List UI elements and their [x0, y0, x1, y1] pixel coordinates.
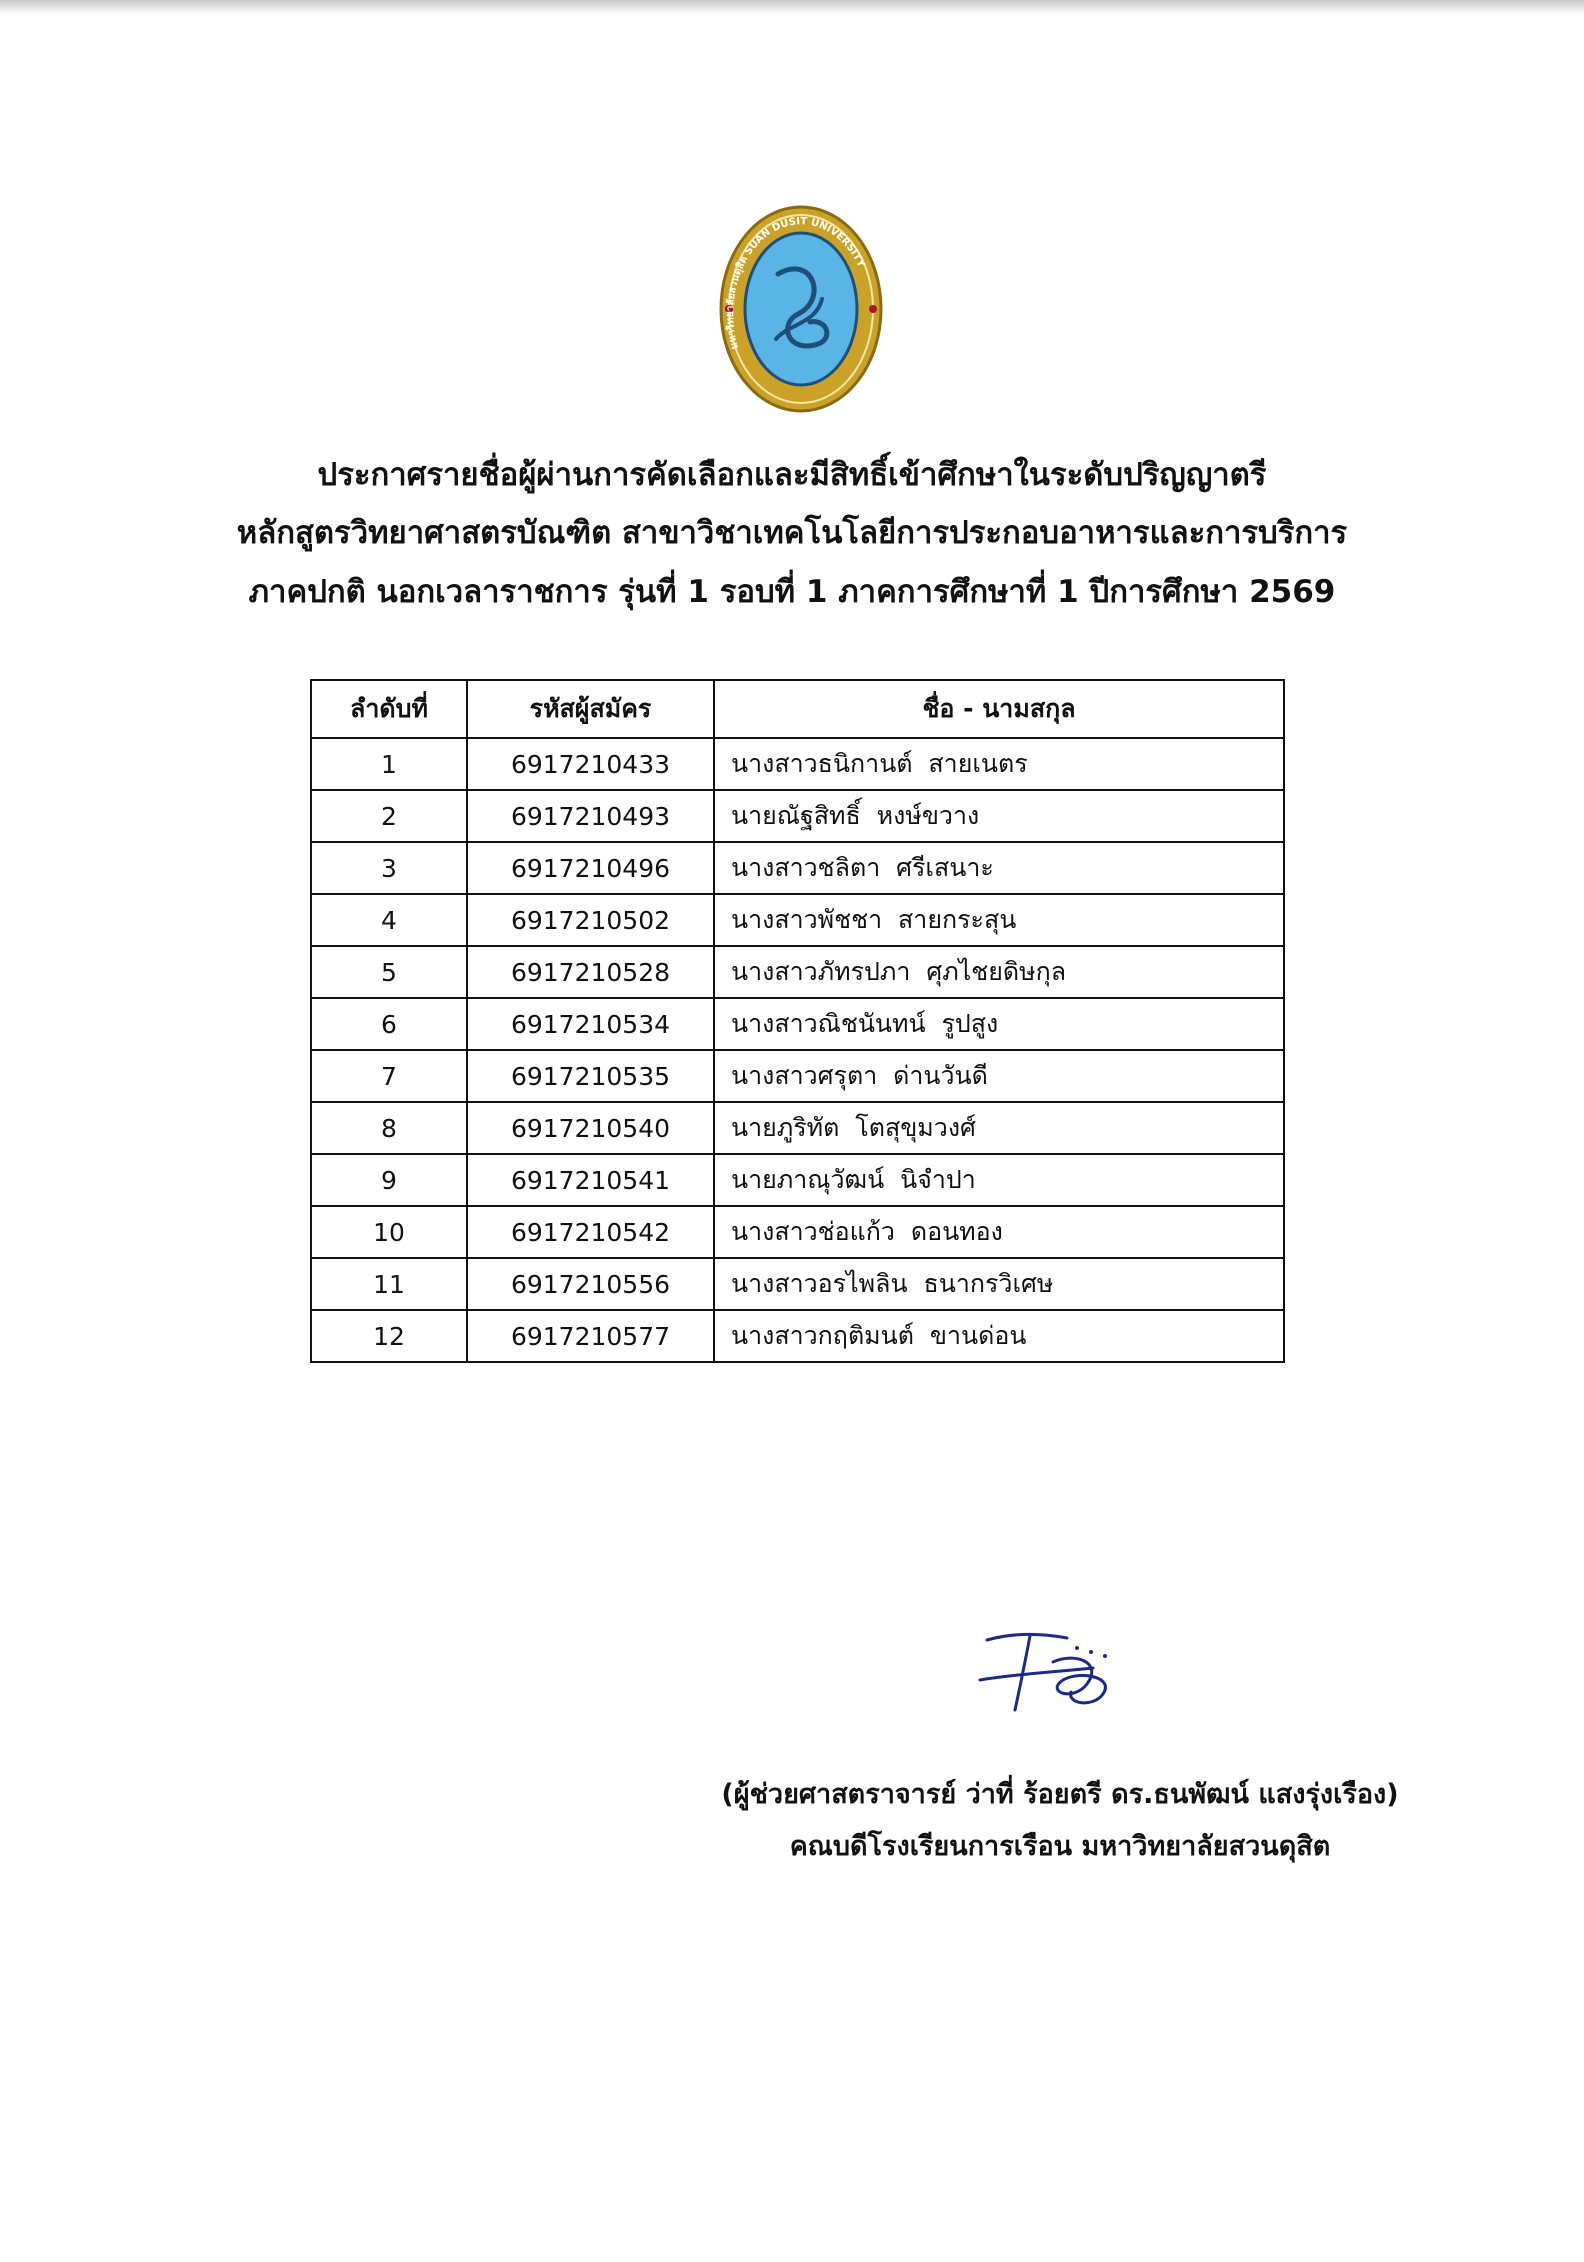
cell-full-name: นายณัฐสิทธิ์ หงษ์ขวาง	[714, 790, 1284, 842]
table-row	[311, 738, 1284, 790]
table-row	[311, 842, 1284, 894]
cell-number: 9	[311, 1154, 467, 1206]
cell-number: 11	[311, 1258, 467, 1310]
cell-full-name: นางสาวภัทรปภา ศุภไชยดิษกุล	[714, 946, 1284, 998]
cell-number: 8	[311, 1102, 467, 1154]
cell-number: 5	[311, 946, 467, 998]
cell-number: 6	[311, 998, 467, 1050]
table-row	[311, 946, 1284, 998]
cell-applicant-id: 6917210577	[467, 1310, 714, 1362]
cell-applicant-id: 6917210502	[467, 894, 714, 946]
cell-full-name: นายภูริทัต โตสุขุมวงศ์	[714, 1102, 1284, 1154]
cell-number: 7	[311, 1050, 467, 1102]
signer-position: คณบดีโรงเรียนการเรือน มหาวิทยาลัยสวนดุสิต	[789, 1831, 1331, 1862]
cell-number: 3	[311, 842, 467, 894]
cell-full-name: นางสาวกฤติมนต์ ขานด่อน	[714, 1310, 1284, 1362]
svg-text:มหาวิทยาลัยสวนดุสิต SUAN DUSIT: มหาวิทยาลัยสวนดุสิต SUAN DUSIT UNIVERSITY	[724, 216, 867, 351]
cell-full-name: นางสาวอรไพลิน ธนากรวิเศษ	[714, 1258, 1284, 1310]
cell-applicant-id: 6917210556	[467, 1258, 714, 1310]
cell-applicant-id: 6917210493	[467, 790, 714, 842]
table-header-row	[311, 680, 1284, 738]
cell-number: 12	[311, 1310, 467, 1362]
scan-edge-shadow	[0, 0, 1584, 14]
cell-applicant-id: 6917210535	[467, 1050, 714, 1102]
cell-full-name: นางสาวชลิตา ศรีเสนาะ	[714, 842, 1284, 894]
cell-full-name: นางสาวช่อแก้ว ดอนทอง	[714, 1206, 1284, 1258]
column-header-number: ลำดับที่	[311, 680, 467, 738]
cell-number: 2	[311, 790, 467, 842]
table-row	[311, 1050, 1284, 1102]
cell-number: 10	[311, 1206, 467, 1258]
cell-applicant-id: 6917210541	[467, 1154, 714, 1206]
selected-applicants-table	[310, 679, 1285, 1363]
column-header-applicant-id: รหัสผู้สมัคร	[467, 680, 714, 738]
cell-full-name: นางสาวศรุตา ด่านวันดี	[714, 1050, 1284, 1102]
table-row	[311, 790, 1284, 842]
table-row	[311, 1154, 1284, 1206]
cell-applicant-id: 6917210528	[467, 946, 714, 998]
cell-full-name: นางสาวธนิกานต์ สายเนตร	[714, 738, 1284, 790]
announcement-title-line-2: หลักสูตรวิทยาศาสตรบัณฑิต สาขาวิชาเทคโนโลยีการประกอบอาหารและการบริการ	[236, 515, 1348, 551]
signature-icon	[975, 1622, 1135, 1717]
cell-applicant-id: 6917210433	[467, 738, 714, 790]
table-row	[311, 1206, 1284, 1258]
table-row	[311, 1102, 1284, 1154]
cell-number: 4	[311, 894, 467, 946]
table-row	[311, 1258, 1284, 1310]
cell-applicant-id: 6917210496	[467, 842, 714, 894]
cell-full-name: นางสาวณิชนันทน์ รูปสูง	[714, 998, 1284, 1050]
cell-number: 1	[311, 738, 467, 790]
seal-ring-text	[718, 204, 884, 414]
cell-applicant-id: 6917210540	[467, 1102, 714, 1154]
cell-applicant-id: 6917210542	[467, 1206, 714, 1258]
cell-applicant-id: 6917210534	[467, 998, 714, 1050]
cell-full-name: นายภาณุวัฒน์ นิจำปา	[714, 1154, 1284, 1206]
announcement-title-line-1: ประกาศรายชื่อผู้ผ่านการคัดเลือกและมีสิทธิ์เข้าศึกษาในระดับปริญญาตรี	[317, 457, 1267, 493]
announcement-title-line-3: ภาคปกติ นอกเวลาราชการ รุ่นที่ 1 รอบที่ 1 ภาคการศึกษาที่ 1 ปีการศึกษา 2569	[248, 574, 1336, 610]
cell-full-name: นางสาวพัชชา สายกระสุน	[714, 894, 1284, 946]
column-header-full-name: ชื่อ - นามสกุล	[714, 680, 1284, 738]
table-row	[311, 894, 1284, 946]
signer-name: (ผู้ช่วยศาสตราจารย์ ว่าที่ ร้อยตรี ดร.ธนพัฒน์ แสงรุ่งเรือง)	[721, 1779, 1399, 1810]
table-row	[311, 1310, 1284, 1362]
table-row	[311, 998, 1284, 1050]
